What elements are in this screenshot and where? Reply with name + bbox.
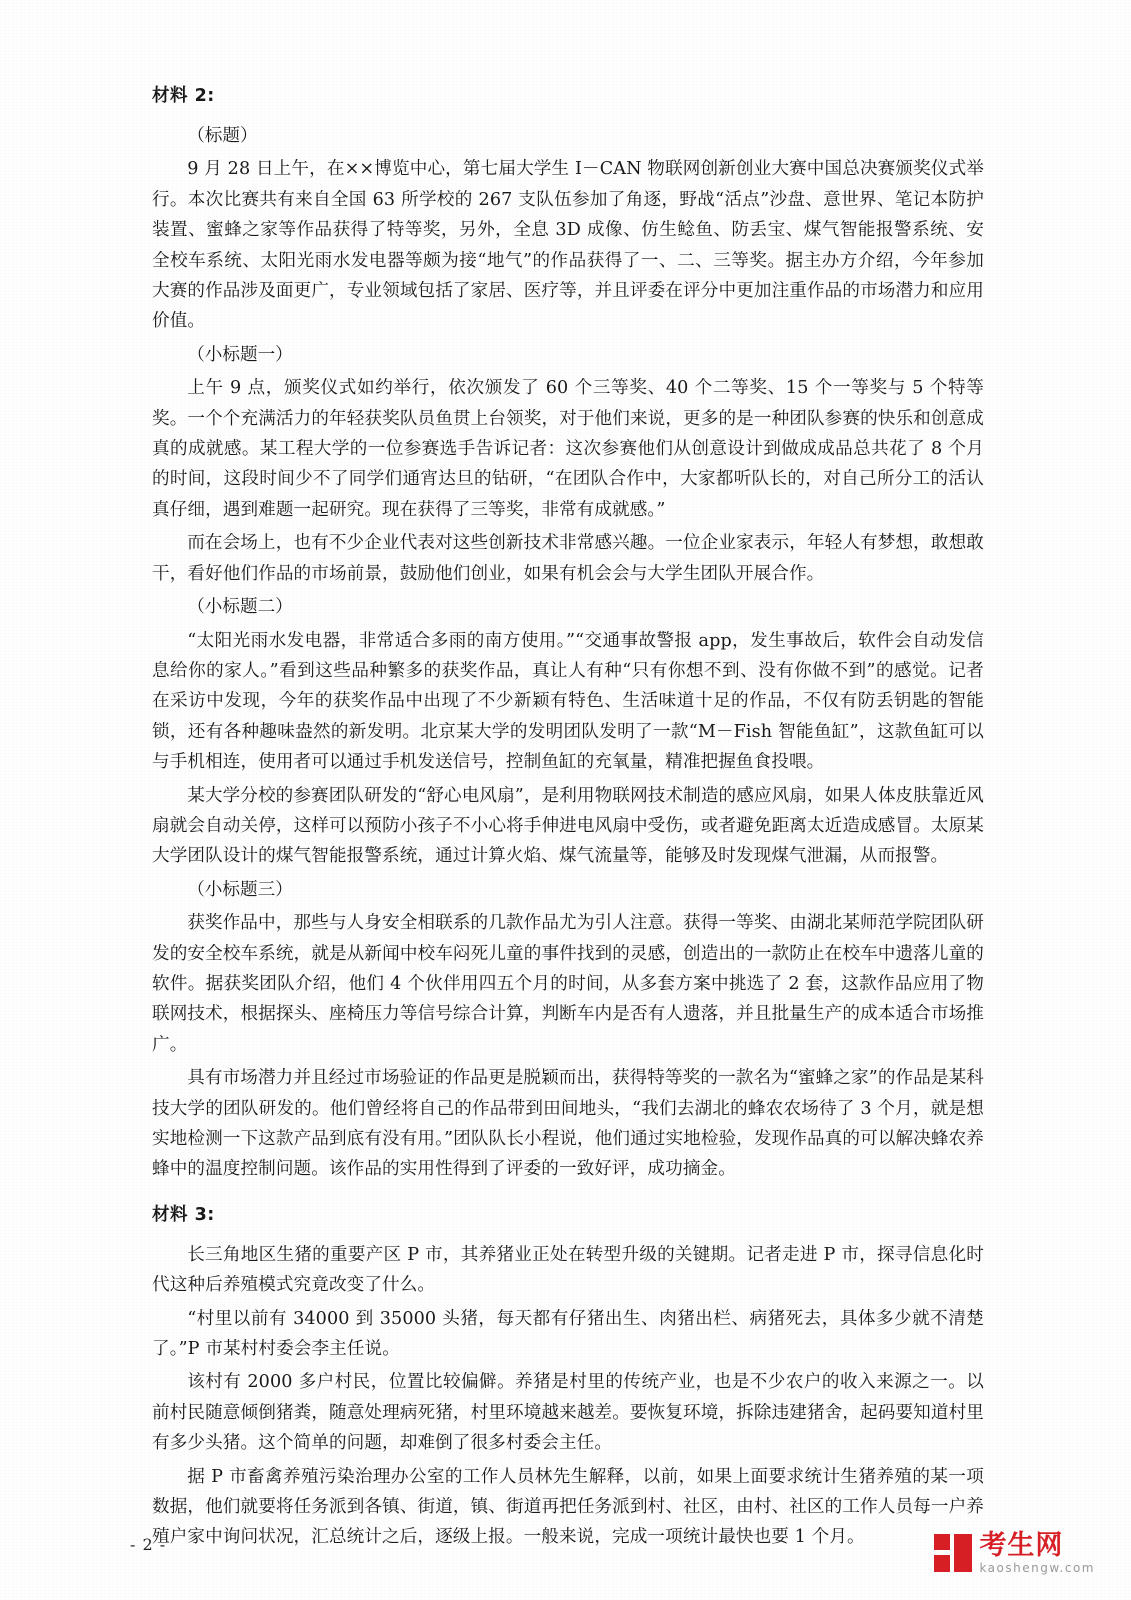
paragraph: 长三角地区生猪的重要产区 P 市，其养猪业正处在转型升级的关键期。记者走进 P 市，探寻信息化时代这种后养殖模式究竟改变了什么。 <box>152 1244 984 1296</box>
paragraph: 具有市场潜力并且经过市场验证的作品更是脱颖而出，获得特等奖的一款名为“蜜蜂之家”的作品是某科技大学的团队研发的。他们曾经将自己的作品带到田间地头，“我们去湖北的蜂农农场待了 3 个月，就是想实地检测一下这款产品到底有没有用。”团队队长小程说，他们通过实地检验，发现作品真的可以解决蜂农养蜂中的温度控制问题。该作品的实用性得到了评委的一致好评，成功摘金。 <box>152 1068 984 1180</box>
watermark-brand-cn: 考生网 <box>979 1530 1064 1561</box>
paragraph: 获奖作品中，那些与人身安全相联系的几款作品尤为引人注意。获得一等奖、由湖北某师范学院团队研发的安全校车系统，就是从新闻中校车闷死儿童的事件找到的灵感，创造出的一款防止在校车中遗落儿童的软件。据获奖团队介绍，他们 4 个伙伴用四五个月的时间，从多套方案中挑选了 2 套，这款作品应用了物联网技术，根据探头、座椅压力等信号综合计算，判断车内是否有人遗落，并且批量生产的成本适合市场推广。 <box>152 913 984 1055</box>
subheading-label-three: （小标题三） <box>187 879 293 900</box>
subheading-label-two: （小标题二） <box>187 597 293 618</box>
page-number: - 2 - <box>130 1535 167 1554</box>
paragraph: 9 月 28 日上午，在××博览中心，第七届大学生 I－CAN 物联网创新创业大赛中国总决赛颁奖仪式举行。本次比赛共有来自全国 63 所学校的 267 支队伍参加了角逐，野战“活点”沙盘、意世界、笔记本防护装置、蜜蜂之家等作品获得了特等奖，另外，全息 3D 成像、仿生鲶鱼、防丢宝、煤气智能报警系统、安全校车系统、太阳光雨水发电器等颇为接“地气”的作品获得了一、二、三等奖。据主办方介绍，今年参加大赛的作品涉及面更广，专业领域包括了家居、医疗等，并且评委在评分中更加注重作品的市场潜力和应用价值。 <box>152 159 984 332</box>
subheading-label-one: （小标题一） <box>187 344 293 365</box>
document-content <box>152 82 984 1556</box>
subheading-label-title: （标题） <box>187 126 258 146</box>
paragraph: 该村有 2000 多户村民，位置比较偏僻。养猪是村里的传统产业，也是不少农户的收入来源之一。以前村民随意倾倒猪粪，随意处理病死猪，村里环境越来越差。要恢复环境，拆除违建猪舍，起码要知道村里有多少头猪。这个简单的问题，却难倒了很多村委会主任。 <box>152 1372 984 1454</box>
watermark-brand-en: kaoshengw.com <box>979 1561 1095 1575</box>
paragraph: “太阳光雨水发电器，非常适合多雨的南方使用。”“交通事故警报 app，发生事故后，软件会自动发信息给你的家人。”看到这些品种繁多的获奖作品，真让人有种“只有你想不到、没有你做不到”的感觉。记者在采访中发现，今年的获奖作品中出现了不少新颖有特色、生活味道十足的作品，不仅有防丢钥匙的智能锁，还有各种趣味盎然的新发明。北京某大学的发明团队发明了一款“M－Fish 智能鱼缸”，这款鱼缸可以与手机相连，使用者可以通过手机发送信号，控制鱼缸的充氧量，精准把握鱼食投喂。 <box>152 630 984 773</box>
watermark-logo-icon <box>934 1534 972 1572</box>
section-heading-material-2: 材料 2: <box>152 86 215 106</box>
paragraph: 某大学分校的参赛团队研发的“舒心电风扇”，是利用物联网技术制造的感应风扇，如果人体皮肤靠近风扇就会自动关停，这样可以预防小孩子不小心将手伸进电风扇中受伤，或者避免距离太近造成感冒。太原某大学团队设计的煤气智能报警系统，通过计算火焰、煤气流量等，能够及时发现煤气泄漏，从而报警。 <box>152 785 984 867</box>
watermark <box>934 1532 1095 1574</box>
paragraph: 上午 9 点，颁奖仪式如约举行，依次颁发了 60 个三等奖、40 个二等奖、15 个一等奖与 5 个特等奖。一个个充满活力的年轻获奖队员鱼贯上台领奖，对于他们来说，更多的是一种团队参赛的快乐和创意成真的成就感。某工程大学的一位参赛选手告诉记者：这次参赛他们从创意设计到做成成品总共花了 8 个月的时间，这段时间少不了同学们通宵达旦的钻研，“在团队合作中，大家都听队长的，对自己所分工的活认真仔细，遇到难题一起研究。现在获得了三等奖，非常有成就感。” <box>152 378 984 520</box>
watermark-text <box>979 1532 1095 1574</box>
section-heading-material-3: 材料 3: <box>152 1204 215 1225</box>
paragraph: 据 P 市畜禽养殖污染治理办公室的工作人员林先生解释，以前，如果上面要求统计生猪养殖的某一项数据，他们就要将任务派到各镇、街道，镇、街道再把任务派到村、社区，由村、社区的工作人员每一户养殖户家中询问状况，汇总统计之后，逐级上报。一般来说，完成一项统计最快也要 1 个月。 <box>152 1466 984 1548</box>
paragraph: 而在会场上，也有不少企业代表对这些创新技术非常感兴趣。一位企业家表示，年轻人有梦想，敢想敢干，看好他们作品的市场前景，鼓励他们创业，如果有机会会与大学生团队开展合作。 <box>152 533 984 584</box>
paragraph: “村里以前有 34000 到 35000 头猪，每天都有仔猪出生、肉猪出栏、病猪死去，具体多少就不清楚了。”P 市某村村委会李主任说。 <box>152 1308 984 1360</box>
